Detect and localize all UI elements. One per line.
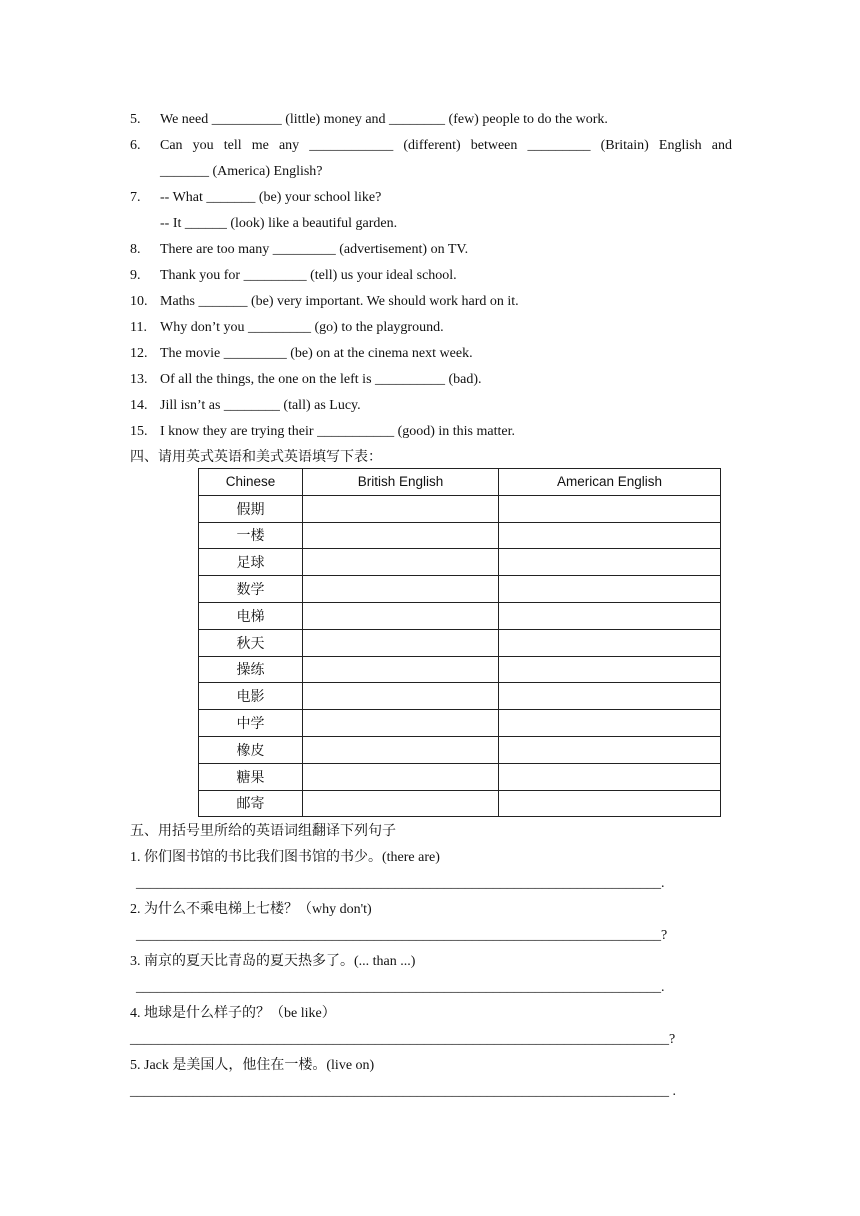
american-cell[interactable] xyxy=(499,576,721,603)
item-text: The movie _________ (be) on at the cinema next week. xyxy=(160,346,473,361)
table-row xyxy=(199,790,721,817)
american-cell[interactable] xyxy=(499,656,721,683)
item-text-continued: -- It ______ (look) like a beautiful garden. xyxy=(160,216,398,231)
american-cell[interactable] xyxy=(499,683,721,710)
american-cell[interactable] xyxy=(499,763,721,790)
table-row xyxy=(199,522,721,549)
item-text: Jill isn’t as ________ (tall) as Lucy. xyxy=(160,398,361,413)
british-cell[interactable] xyxy=(303,736,499,763)
translation-prompt: 3. 南京的夏天比青岛的夏天热多了。(... than ...) xyxy=(130,954,416,969)
translation-prompt: 1. 你们图书馆的书比我们图书馆的书少。(there are) xyxy=(130,850,440,865)
table-row xyxy=(199,495,721,522)
item-number: 10. xyxy=(130,294,148,309)
chinese-cell: 一楼 xyxy=(199,522,303,549)
item-text: Of all the things, the one on the left is __________ (bad). xyxy=(160,372,482,387)
table-row xyxy=(199,602,721,629)
chinese-cell: 糖果 xyxy=(199,763,303,790)
british-cell[interactable] xyxy=(303,495,499,522)
chinese-cell: 电梯 xyxy=(199,602,303,629)
british-cell[interactable] xyxy=(303,602,499,629)
column-header: British English xyxy=(303,469,499,496)
answer-line[interactable]: _____________________________________________________________________________ . xyxy=(130,1084,676,1099)
table-header-row xyxy=(199,469,721,496)
item-text: Thank you for _________ (tell) us your ideal school. xyxy=(160,268,457,283)
table-row xyxy=(199,656,721,683)
chinese-cell: 邮寄 xyxy=(199,790,303,817)
american-cell[interactable] xyxy=(499,710,721,737)
item-number: 12. xyxy=(130,346,148,361)
item-number: 7. xyxy=(130,190,141,205)
section-heading: 四、请用英式英语和美式英语填写下表： xyxy=(130,450,382,465)
item-number: 13. xyxy=(130,372,148,387)
item-text: There are too many _________ (advertisement) on TV. xyxy=(160,242,469,257)
table-row xyxy=(199,763,721,790)
answer-line[interactable]: ___________________________________________________________________________. xyxy=(136,876,665,891)
table-row xyxy=(199,736,721,763)
chinese-cell: 秋天 xyxy=(199,629,303,656)
answer-line[interactable]: _____________________________________________________________________________? xyxy=(130,1032,676,1047)
item-text-continued: _______ (America) English? xyxy=(160,164,323,179)
american-cell[interactable] xyxy=(499,790,721,817)
american-cell[interactable] xyxy=(499,602,721,629)
british-cell[interactable] xyxy=(303,522,499,549)
translation-prompt: 5. Jack 是美国人，他住在一楼。(live on) xyxy=(130,1058,375,1073)
table-row xyxy=(199,629,721,656)
item-number: 5. xyxy=(130,112,141,127)
item-text: I know they are trying their ___________ (good) in this matter. xyxy=(160,424,515,439)
british-cell[interactable] xyxy=(303,656,499,683)
item-number: 11. xyxy=(130,320,147,335)
american-cell[interactable] xyxy=(499,736,721,763)
chinese-cell: 橡皮 xyxy=(199,736,303,763)
column-header: American English xyxy=(499,469,721,496)
answer-line[interactable]: ___________________________________________________________________________? xyxy=(136,928,668,943)
british-cell[interactable] xyxy=(303,710,499,737)
translation-prompt: 4. 地球是什么样子的？（be like） xyxy=(130,1006,336,1021)
item-text: Can you tell me any ____________ (different) between _________ (Britain) English and xyxy=(160,138,732,153)
chinese-cell: 足球 xyxy=(199,549,303,576)
british-cell[interactable] xyxy=(303,790,499,817)
chinese-cell: 电影 xyxy=(199,683,303,710)
british-cell[interactable] xyxy=(303,549,499,576)
item-text: Maths _______ (be) very important. We should work hard on it. xyxy=(160,294,519,309)
table-row xyxy=(199,576,721,603)
item-text: -- What _______ (be) your school like? xyxy=(160,190,382,205)
british-cell[interactable] xyxy=(303,629,499,656)
chinese-cell: 假期 xyxy=(199,495,303,522)
british-cell[interactable] xyxy=(303,576,499,603)
chinese-cell: 数学 xyxy=(199,576,303,603)
translation-prompt: 2. 为什么不乘电梯上七楼？（why don't) xyxy=(130,902,372,917)
answer-line[interactable]: ___________________________________________________________________________. xyxy=(136,980,665,995)
column-header: Chinese xyxy=(199,469,303,496)
american-cell[interactable] xyxy=(499,549,721,576)
american-cell[interactable] xyxy=(499,495,721,522)
item-text: We need __________ (little) money and ________ (few) people to do the work. xyxy=(160,112,608,127)
chinese-cell: 中学 xyxy=(199,710,303,737)
section-heading: 五、用括号里所给的英语词组翻译下列句子 xyxy=(130,824,396,839)
item-number: 9. xyxy=(130,268,141,283)
vocab-table xyxy=(198,468,721,817)
american-cell[interactable] xyxy=(499,629,721,656)
chinese-cell: 操练 xyxy=(199,656,303,683)
item-number: 15. xyxy=(130,424,148,439)
item-number: 6. xyxy=(130,138,141,153)
table-row xyxy=(199,710,721,737)
british-cell[interactable] xyxy=(303,763,499,790)
table-row xyxy=(199,549,721,576)
item-text: Why don’t you _________ (go) to the playground. xyxy=(160,320,444,335)
american-cell[interactable] xyxy=(499,522,721,549)
item-number: 14. xyxy=(130,398,148,413)
table-row xyxy=(199,683,721,710)
british-cell[interactable] xyxy=(303,683,499,710)
item-number: 8. xyxy=(130,242,141,257)
